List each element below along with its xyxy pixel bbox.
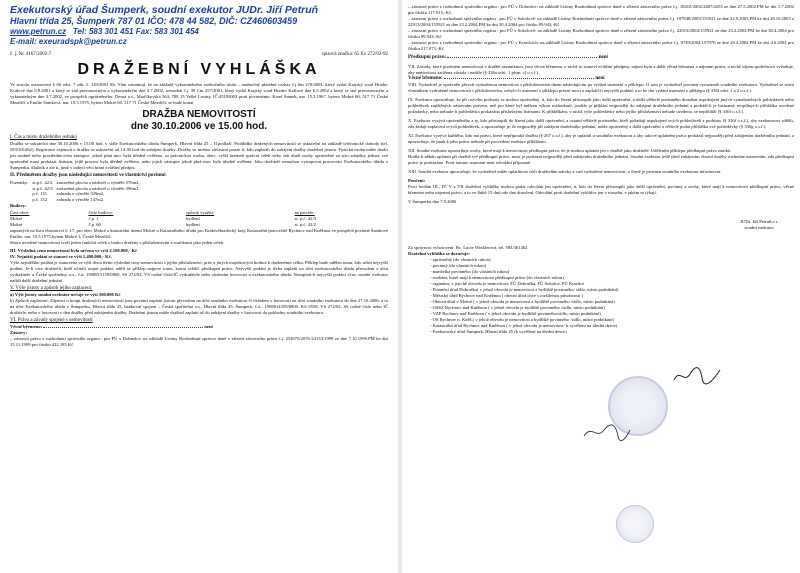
land-cell: p.č. 151 xyxy=(32,191,48,197)
file-mark: spisová značka: 65 Ex 272/02-92 xyxy=(321,52,388,57)
land-cell: zahrada o výměře 329m2, xyxy=(56,191,105,197)
pledges-label: Zástavy: xyxy=(10,330,28,336)
section-12-b: Hodlá-li někdo uplatnit při dražbě své předkupní právo, musí je prokázat nejpozději před zahájením dražebního jednání. Soudní exekutor ještě před zahájením vlastní dražby rozhodne usnesením, zda předkupní právo je prokázáno. Proti tomuto usnesení není odvolání přípustné. xyxy=(408,154,794,165)
verification-stamp-icon xyxy=(616,505,654,543)
buildings-cell: bydlení xyxy=(185,215,200,221)
land-cell: zahrada o výměře 147m2. xyxy=(56,196,105,202)
buildings-cell: č.p. 60 xyxy=(88,221,101,227)
section-5-heading: V. Výše jistoty a způsob jejího zaplacení: xyxy=(10,286,93,292)
signer-name: JUDr. Jiří Petruň,v.r. xyxy=(740,219,778,224)
distribution-item: - oprávněný (do vlastních rukou) xyxy=(430,257,491,262)
website-link[interactable]: www.petrun.cz xyxy=(10,27,67,36)
section-6-heading: VI. Práva a závady spojené s nemovitostí xyxy=(10,318,93,324)
land-table xyxy=(10,180,144,202)
section-2-text-2: Shora uvedené nemovitosti tvoří jeden funkční celek a budou draženy s příslušenstvím a součástmi jako jeden celek. xyxy=(10,240,225,246)
buildings-label: Budovy: xyxy=(10,203,27,209)
header-line-2: Hlavní třída 25, Šumperk 787 01 IČO: 478 44 582, DIČ: CZ460603459 xyxy=(10,16,298,26)
distribution-item: - OSSZ Rychnov nad Kněžnou ( v jehož obvodu je bydliště povinného /sídlo, místo podnikání) xyxy=(430,305,605,310)
distribution-item: - Katastrální úřad Rychnov nad Kněžnou ( v jehož obvodu je nemovitost- k vyvěšení na úřední desce) xyxy=(430,323,618,328)
distribution-item: - povinný (do vlastních rukou) xyxy=(430,263,487,268)
distribution-item: - orgánům, v jejichž obvodu je nemovitost: FÚ Dobruška, FÚ Sokolov, FÚ Kraslice xyxy=(430,281,585,286)
buildings-cell: Mokré xyxy=(10,221,23,227)
section-8: VIII. Vydražitel je oprávněn převzít vydraženou nemovitost s příslušenstvím dnem následujícím po vydání usnesení o příklepu. O tom je vydražitel povinen vyrozumět soudního exekutora. Vydražitel se stává vlastníkem vydražené nemovitosti s příslušenstvím, nebylo-li usnesení o příklepu právní moci a zaplatil-li nejvyšší podání, a to ke dni vydání usnesení o příklepu (§ 336l odst. 1 a 2 o.s.ř.). xyxy=(408,82,794,93)
buildings-col-header: způsob využití: xyxy=(185,210,215,216)
header-line-1: Exekutorský úřad Šumperk, soudní exekutor JUDr. Jiří Petruň xyxy=(10,4,319,16)
pledge-5: – zástavní právo z rozhodnutí správního orgánu : pro FÚ v Kraslicích: na základě Listiny Rozhodnutí správce daně o zřízení zástavního práva č.j. 9749/2004/157970 ze dne 29.4.2004.PM ke dni 4.6.2004 pro částku 217.073,-Kč xyxy=(408,40,794,51)
section-7: VII. Závady, které prodejem nemovitosti v dražbě nezaniknou, jsou věcná břemena, o nichž to stanoví zvláštní předpisy, nájem bytu a další věcná břemena a nájemní práva, u nichž zájem společnosti vyžaduje, aby nemovitost zatížena zůstala i nadále (§ 336a odst. 1 písm. c) o.s.ř.). xyxy=(408,64,794,75)
header-line-3 xyxy=(10,27,392,37)
pledge-1: – zástavní právo z rozhodnutí správního orgánu : pro FÚ v Dobrušce: na základě Listiny Rozhodnutí správce daně o zřízení zástavního práva č.j. 254970/2076-24133/1999 ze dne 7.10.1999.PM ke dni 15.11.1999 pro částku 422.185 Kč xyxy=(10,336,388,348)
buildings-cell: st. p.č. 42/3 xyxy=(294,215,316,221)
email-link[interactable]: E-mail: exeuradspk@petrun.cz xyxy=(10,37,127,46)
land-cell: zastavěná plocha a nádvoří o výměře 396m2, xyxy=(56,185,140,191)
distribution-item: - osobám, které mají k nemovitosti předkupní právo (do vlastních rukou) xyxy=(430,275,564,280)
land-cell xyxy=(10,197,32,203)
right-page xyxy=(402,0,800,573)
section-13: XIII. Soudní exekutor upozorňuje, že vydražitel může uplatňovat vůči dražitelům nároky z vad vydražené nemovitosti, o čemž je povinen soudního exekutora informovat. xyxy=(408,169,722,174)
case-number: č. j. Nc 4167/2002-7 xyxy=(10,52,52,57)
distribution-list xyxy=(402,257,800,335)
distribution-item: - OS Rychnov n. Kněž.( v jehož obvodu je nemovitost a bydliště povinného /sídlo, místo podnikání) xyxy=(430,317,615,322)
land-cell: Pozemky: xyxy=(10,180,29,185)
section-10: X. Exekutor vyzývá oprávněného a ty, kdo přistoupili do řízení jako další oprávnění, a ostatní věřitelé povinného, kteří požadují uspokojení svých pohledávek z podstaty (§ 336f o.s.ř.), aby exekutorovi sdělili, zda žádají zaplacení svých pohledávek, a upozorňuje je, že nejpozději při zahájení dražebního jednání, může oprávněný a další oprávnění a věřitelé podat přihlášku své pohledávky (§ 336g o.s.ř.). xyxy=(408,118,794,129)
instruction-text: Proti bodům III., IV, V a VII dražební vyhlášky mohou podat odvolání jen oprávnění, ti, kdo do řízení přistoupili jako další oprávnění, povinný a osoby, které mají k nemovitosti předkupní právo, věcné břemeno nebo nájemní právo, a to ve lhůtě 15 dnů ode dne doručení. Odvolání proti dražební vyhlášce jen v rozsahu, v jakém se týkají. xyxy=(408,184,794,195)
section-12: XII. Soudní exekutor upozorňuje osoby, které mají k nemovitosti předkupní právo, že je mohou uplatnit jen v dražbě jako dražitelé. Udělením příklepu předkupní právo zaniká. xyxy=(408,148,732,153)
distribution-heading: Dražební vyhláška se doručuje: xyxy=(408,251,470,256)
buildings-row xyxy=(10,222,380,228)
section-4: IV. Nejnižší podání se stanoví ve výši 1.400.000,- Kč. xyxy=(10,254,112,260)
land-cell: zastavěná plocha a nádvoří o výměře 576m2, xyxy=(56,180,140,185)
distribution-item: - Exekutorský úřad Šumperk, Hlavní třída 25 (k vyvěšení na úřední desce) xyxy=(430,329,567,334)
left-page xyxy=(0,0,398,573)
buildings-cell: st. p.č. 42/2 xyxy=(294,221,316,227)
section-4-text: Výše nejnižšího podání je stanovena ve výši dvou třetin výsledné ceny nemovitosti s jejího příslušenství, práv a jiných majetkových hodnot k draženému celku. Příklep bude udělen tomu, kdo učiní nejvyšší podání. Je-li více dražitelů, kteří učinili stejné podání, udělí se příklep nejprve tomu, komu svědčí předkupní právo. Nejvyšší podání je třeba zaplatit na účet exekutorského úřadu převodem z účtu vydražitele u České spořitelny, a.s., č.ú. 1908815139/0800, SS 272/02, VS rodné číslo/IČ vydražitele nebo složením hotovosti u exekutorského úřadu. Nezaplatí-li nejvyšší podání včas, soudní exekutor nařídí další dražební jednání. xyxy=(10,260,388,284)
section-1-text: Dražba se uskuteční dne 30.10.2006 v 15.00 hod. v sídle Exekutorského úřadu Šumperk, Hlavní třída 25 – II.podlaží. Prohlídka dražených nemovitostí se uskuteční na základě telefonické dohody (tel. 583/301462). Registrace zájemců o dražbu se uskuteční od 14.30 hod do zahájení dražby. Dražby se mohou zúčastnit pouze ti, kdo zaplatili do zahájení dražby dražební jistotu. Fyzická osoba může dražit jen osobně nebo prostřednictvím zástupce, jehož plná moc byla úředně ověřena, za právnickou osobu, obec, vyšší územně správní celek nebo stát draží osoby oprávněné za tyto subjekty jednat, své oprávnění musí prokázat listinou, jejíž pravost byla úředně ověřena, nebo jejich zástupce jehož plná moc byla úředně ověřena. Jako dražitelé nemohou vystupovat pracovníci Exekutorského úřadu v Šumperku, dlužník a ale ti, jimž v nabytí věcí brání zvláštní předpis. xyxy=(10,141,388,170)
header-line-4 xyxy=(10,37,392,47)
copy-verified: Za správnost vyhotovení: Bc. Lucie Winklerová, tel. 583/301462 xyxy=(408,245,528,250)
section-2-text: zapsaných na listu vlastnictví č. 17, pro obec Mokré a katastrální území Mokré u Katastrálního úřadu pro Královéhradecký kraj, Katastrální pracoviště Rychnov nad Kněžnou ve prospěch povinné Šamkové Emilie, nar. 10.5.1975,bytem Mokré 1, České Meziříčí. xyxy=(10,228,388,240)
buildings-cell: Mokré xyxy=(10,215,23,221)
section-9: IX. Exekutor upozorňuje, že při rozvrhu podstaty se mohou oprávněný, ti, kdo do řízení přistoupili jako další oprávnění, a další věřitelé povinného domáhat uspokojení jiných vymahatelných pohledávek nebo pohledávek zajištěných zástavním právem, než pro které byl nařízen výkon rozhodnutí, jestliže je přihlásí nejpozději do zahájení dražebního jednání a prokáží-li je listinami; nesplňuje-li přihláška uvedené požadavky, nebo nebude-li pohledávka prokázána příslušnými listinami. K přihláškám, v nichž výše pohledávky nebo jejího příslušenství nebude uvedena, se nepřihlíží (§ 336f o.s.ř.). xyxy=(408,97,794,114)
distribution-item: - VZP Rychnov nad Kněžnou ( v jehož obvodu je bydliště povinného/sídlo, místo podnikání) xyxy=(430,311,601,316)
preemption-row xyxy=(408,55,794,61)
auction-date: dne 30.10.2006 ve 15.00 hod. xyxy=(130,121,268,132)
clerk-signature-icon xyxy=(582,422,632,442)
place-date: V Šumperku dne 7.9.2006 xyxy=(408,199,457,204)
buildings-col-header: Část obce: xyxy=(10,210,30,216)
easement-label-2: Věcné břemeno: xyxy=(408,76,443,81)
pledge-3: – zástavní právo z rozhodnutí správního orgánu : pro FÚ v Sokolově: na základě Listiny Rozhodnutí správce daně o zřízení zástavního práva č.j. 107948/2003/155921 ze dne 22.9.2003.PM ke dni 28.10.2003 a 22913/2004/155921 ze dne 23.2.2004.PM ke dni 30.4.2004 pro částku 89.943,-Kč xyxy=(408,16,794,27)
buildings-cell: č.p. 1 xyxy=(88,215,99,221)
pledge-2: – zástavní právo z rozhodnutí správního orgánu : pro FÚ v Dobrušce: na základě Listiny Rozhodnutí správce daně o zřízení zástavního práva č.j. 18410/2002/2487/4253 ze dne 27.5.2002.PM ke dni 1.7.2002 pro částku 117.015,-Kč. xyxy=(408,4,794,15)
preemption-label: Předkupní právo: xyxy=(408,55,447,60)
easement-label: Věcné břemeno: xyxy=(10,324,43,330)
distribution-item: - manželka povinného (do vlastních rukou) xyxy=(430,269,510,274)
buildings-table xyxy=(10,210,380,227)
section-3: III. Výsledná cena nemovitostí byla určena ve výši 2.100.000,- Kč xyxy=(10,248,138,254)
section-2-heading: II. Předmětem dražby jsou následující nemovitosti ve vlastnictví povinné: xyxy=(10,173,167,178)
signer-role: soudní exekutor xyxy=(744,225,774,230)
auction-subtitle: DRAŽBA NEMOVITOSTÍ xyxy=(142,109,256,120)
land-cell: st.p.č. 42/3 xyxy=(32,185,53,191)
phone-fax: Tel: 583 301 451 Fax: 583 301 454 xyxy=(72,27,199,36)
buildings-col-header: číslo budovy: xyxy=(88,210,114,216)
section-5-b: b) Způsob zaplacení: Zájemci o koupi dražených nemovitostí jsou povinni zaplatit jistotu převodem na účet soudního exekutora či vkladem v hotovosti na účet soudního exekutora do dne 27.10.2006, a to na účet Exekutorského úřadu v Šumperku, Hlavní třída 25, bankovní spojení – Česká spořitelna a.s., Hlavní třída 25, Šumperk, č.ú.: 1908814359/0800, KS 0558, VS 272/02, SS rodné číslo nebo IČ dražitele, nebo v hotovosti v den dražby před zahájením dražby. Dražební jistotu může dražitel zaplatit až do zahájení dražby v hotovosti do pokladny soudního exekutora. xyxy=(10,298,388,316)
distribution-item: - Obecní úřad v Mokré ( v jehož obvodu je nemovitost a bydliště povinného /sídlo, místo podnikání) xyxy=(430,299,615,304)
easement-value-2: není xyxy=(595,76,605,81)
signature-icon xyxy=(672,364,722,386)
easement-value: není xyxy=(204,324,213,330)
reference-row xyxy=(10,52,388,57)
buildings-cell: bydlení xyxy=(185,221,200,227)
section-5-a: a) Výši jistoty soudní exekutor určuje ve výši 500.000 Kč xyxy=(10,292,121,298)
section-1-heading: I. Čas a místo dražebního jednání xyxy=(10,135,77,140)
section-11: XI. Exekutor vyzývá každého, kdo má právo, které nepřipouští dražbu (§ 267 o.s.ř.), aby je uplatnil u soudního exekutora a aby takové uplatnění práva prokázal nejpozději před zahájením dražebního jednání, a upozorňuje, že jinak k jeho právu nebude při provedení exekuce přihlíženo. xyxy=(408,133,794,144)
distribution-item: - Městský úřad Rychnov nad Kněžnou ( obecní úřad obce s rozšířenou působností ) xyxy=(430,293,584,298)
intro-paragraph: Ve smyslu ustanovení § 66 odst. 7 zák. č. 120/2001 Sb. Vám oznamují, že na základě vykonatelného exekučního titulu – směnečný platební rozkaz č.j.Sm 270/2001, který vydal Krajský soud Hradec Králové dne 8.8.2001 a který se stal pravomocným a vykonatelným dne 3.7.2002, rozsudek č.j. 39 Cm 257/2001, který vydal Krajský soud Hradec Králové dne 6.5.2002 a který se stal pravomocným a vykonatelným dne 3.7.2002, ve prospěch oprávněného: Desná a.s., Marčíkovská 563, 788 15 Velké Losiny, IČ:45193002 proti povinnému: Karel Šamek, nar. 15.3.1967, bytem Mokré 60, 517 71 České Meziříčí a Emilie Šamková, nar. 10.5.1975, bytem Mokré 60, 517 71 České Meziříčí, se bude konat xyxy=(10,82,388,105)
pledge-4: – zástavní právo z rozhodnutí správního orgánu : pro FÚ v Sokolově: na základě Listiny Rozhodnutí správce daně o zřízení zástavního práva č.j. 22913/2004/155921 ze dne 23.2.2004.PM ke dni 30.4.2004 pro částku 89.943,-Kč xyxy=(408,28,794,39)
instruction-heading: Poučení: xyxy=(408,178,426,183)
distribution-item: - Finanční úřad Dobruška( v jehož obvodu je nemovitost a bydliště povinného/ sídlo, místo podnikání) xyxy=(430,287,619,292)
land-cell: p.č. 152 xyxy=(32,196,48,202)
buildings-col-header: na parcele: xyxy=(294,210,315,216)
preemption-value: není xyxy=(598,55,608,60)
land-cell: st.p.č. 42/2 xyxy=(32,180,53,185)
office-header xyxy=(10,4,392,47)
land-row xyxy=(10,197,144,203)
document-title: DRAŽEBNÍ VYHLÁŠKA xyxy=(77,61,321,78)
